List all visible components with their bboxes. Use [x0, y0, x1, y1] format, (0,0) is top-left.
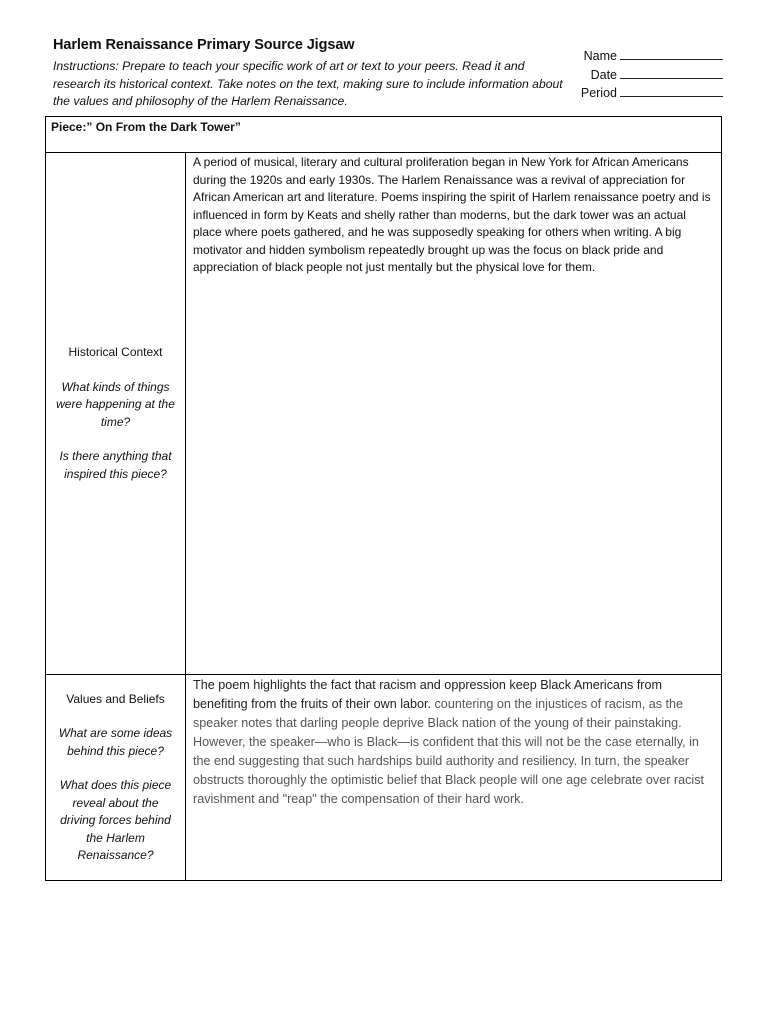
values-beliefs-question-1: What are some ideas behind this piece? — [58, 726, 173, 758]
student-info-fields — [581, 47, 723, 103]
date-label: Date — [590, 67, 617, 82]
worksheet-table — [45, 116, 722, 881]
date-field[interactable] — [581, 66, 723, 85]
instructions-text: Instructions: Prepare to teach your specific work of art or text to your peers. Read it and research its historical context. Take notes on the text, making sure to include information about the values and philosophy of the Harlem Renaissance. — [53, 59, 563, 109]
name-field[interactable] — [581, 47, 723, 66]
historical-context-answer: A period of musical, literary and cultural proliferation began in New York for African Americans during the 1920s and early 1930s. The Harlem Renaissance was a revival of appreciation for African American art and literature. Poems inspiring the spirit of Harlem renaissance poetry and is influenced in form by Keats and shelly rather than moderns, but the dark tower was an actual place where poets gathered, and he was supposedly speaking for others when writing. A big motivator and hidden symbolism repeatedly brought up was the focus on black pride and appreciation of black people not just mentally but the physical love for them. — [193, 155, 711, 274]
values-beliefs-label-cell — [46, 675, 186, 880]
values-beliefs-answer-cell[interactable] — [186, 675, 721, 880]
name-label: Name — [583, 49, 617, 63]
period-line[interactable] — [620, 84, 723, 97]
period-field[interactable] — [581, 84, 723, 103]
period-label: Period — [580, 86, 617, 100]
page-title: Harlem Renaissance Primary Source Jigsaw — [53, 37, 355, 53]
values-beliefs-question-2: What does this piece reveal about the driving forces behind the Harlem Renaissance? — [59, 778, 172, 862]
historical-context-row — [46, 153, 721, 675]
historical-context-question-2: Is there anything that inspired this piece? — [59, 449, 172, 481]
piece-title-cell: Piece:” On From the Dark Tower” — [46, 117, 721, 153]
values-beliefs-answer-lead: The poem highlights the fact that racism and oppression keep Black Americans from benefiting from the fruits of their own labor. — [193, 678, 662, 711]
historical-context-answer-cell[interactable] — [186, 153, 721, 674]
date-line[interactable] — [620, 66, 723, 79]
historical-context-label-cell — [46, 153, 186, 674]
name-line[interactable] — [620, 47, 723, 60]
values-beliefs-answer-rest: countering on the injustices of racism, as the speaker notes that darling people deprive Black nation of the young of their painstaking. However, the speaker—who is Black—is confident that this will not be the case eternally, in the end suggesting that such hardships build authority and resiliency. In turn, the speaker obstructs thoroughly the optimistic belief that Black people will one age celebrate over racist ravishment and "reap" the compensation of their hard work. — [193, 697, 705, 806]
historical-context-question-1: What kinds of things were happening at the time? — [56, 379, 175, 429]
historical-context-heading: Historical Context — [68, 345, 163, 359]
values-beliefs-row — [46, 675, 721, 880]
values-beliefs-heading: Values and Beliefs — [66, 691, 165, 706]
values-beliefs-answer — [186, 676, 721, 809]
